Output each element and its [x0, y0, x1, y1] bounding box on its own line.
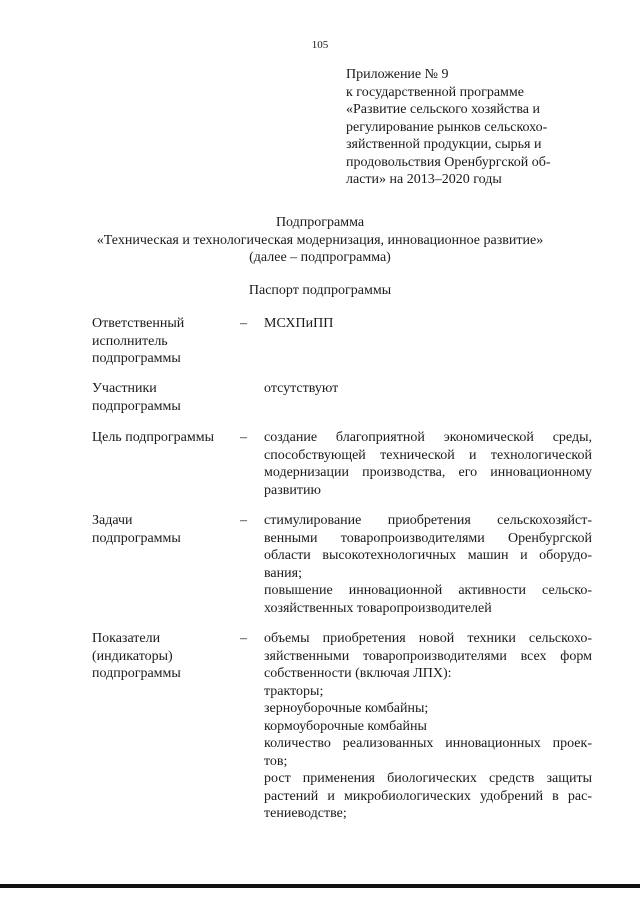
row-value-line: развитию: [264, 482, 321, 498]
row-value: [264, 630, 592, 823]
row-value: [264, 429, 592, 499]
title-line: Подпрограмма: [275, 215, 365, 230]
row-value-line: количество реализованных инновационных проек-: [264, 736, 592, 751]
appendix-line: зяйственной продукции, сырья и: [346, 137, 542, 152]
appendix-line: регулирование рынков сельскохо-: [346, 119, 548, 135]
appendix-line: Приложение № 9: [346, 67, 449, 82]
subprogram-title: [0, 214, 640, 267]
row-value-line: собственности (включая ЛПХ):: [264, 666, 452, 681]
row-dash: –: [240, 513, 247, 528]
row-label: [92, 512, 232, 547]
row-value-line: тов;: [264, 753, 288, 769]
row-value-line: способствующей технической и технологической: [264, 447, 592, 463]
passport-title: Паспорт подпрограммы: [248, 283, 392, 298]
row-value: [264, 380, 592, 398]
row-value-line: зерноуборочные комбайны;: [264, 701, 429, 716]
row-label-line: Показатели: [92, 631, 161, 646]
appendix-heading: [346, 66, 586, 189]
row-value: [264, 512, 592, 617]
title-line: «Техническая и технологическая модернизация, инновационное развитие»: [96, 232, 544, 248]
scan-bottom-border: [0, 884, 640, 888]
row-value-line: стимулирование приобретения сельскохозяйст-: [264, 513, 592, 528]
appendix-line: к государственной программе: [346, 84, 524, 100]
row-label-line: Участники: [92, 381, 157, 396]
row-value-line: хозяйственных товаропроизводителей: [264, 600, 492, 616]
row-value-line: тракторы;: [264, 683, 324, 699]
row-label: [92, 315, 232, 368]
row-value-line: создание благоприятной экономической среды,: [264, 430, 592, 445]
row-label-line: подпрограммы: [92, 398, 181, 414]
row-value: [264, 315, 592, 333]
row-dash: –: [240, 316, 247, 331]
page-number: 105: [311, 39, 329, 51]
row-value-line: венными товаропроизводителями Оренбургской: [264, 530, 592, 546]
row-label-line: Цель подпрограммы: [92, 430, 214, 445]
row-label-line: исполнитель: [92, 333, 168, 349]
appendix-line: ласти» на 2013–2020 годы: [346, 172, 502, 187]
row-value-line: области высокотехнологичных машин и оборудо-: [264, 548, 592, 563]
row-label: [92, 630, 232, 683]
row-label-line: (индикаторы): [92, 648, 173, 664]
row-dash: –: [240, 430, 247, 445]
row-value-line: кормоуборочные комбайны: [264, 718, 427, 734]
row-label-line: подпрограммы: [92, 530, 181, 546]
row-value-line: растений и микробиологических удобрений в рас-: [264, 788, 592, 804]
row-label-line: подпрограммы: [92, 666, 181, 681]
appendix-line: продовольствия Оренбургской об-: [346, 154, 551, 170]
row-value-line: тениеводстве;: [264, 806, 347, 821]
title-line: (далее – подпрограмма): [249, 250, 391, 265]
row-value-line: отсутствуют: [264, 381, 339, 396]
row-label: [92, 380, 232, 415]
row-label-line: подпрограммы: [92, 351, 181, 366]
row-value-line: МСХПиПП: [264, 316, 334, 331]
row-value-line: вания;: [264, 565, 302, 581]
appendix-line: «Развитие сельского хозяйства и: [346, 102, 541, 117]
row-label-line: Ответственный: [92, 316, 185, 331]
row-label: [92, 429, 232, 447]
row-value-line: рост применения биологических средств защиты: [264, 771, 592, 786]
row-value-line: повышение инновационной активности сельско-: [264, 583, 592, 598]
row-value-line: модернизации производства, его инновационному: [264, 465, 592, 480]
row-dash: –: [240, 631, 247, 646]
row-value-line: зяйственными товаропроизводителями всех форм: [264, 648, 592, 664]
row-label-line: Задачи: [92, 513, 133, 528]
row-value-line: объемы приобретения новой техники сельскохо-: [264, 631, 592, 646]
